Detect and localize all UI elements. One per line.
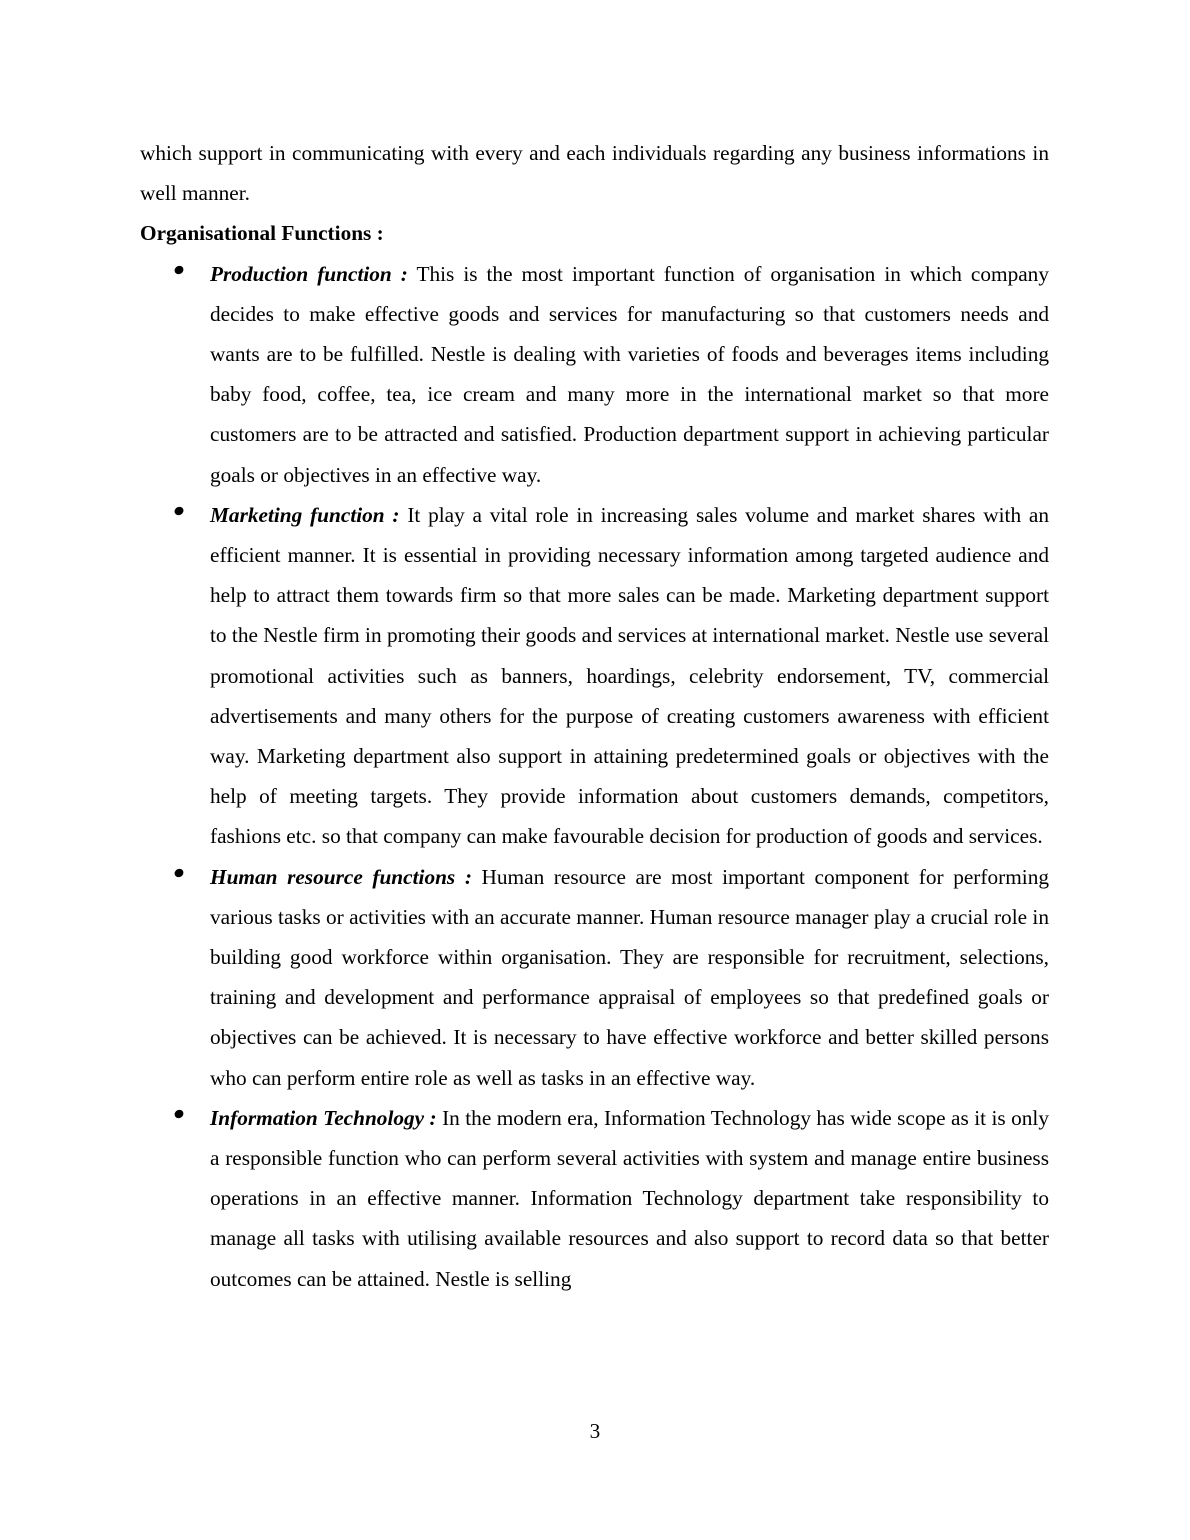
section-heading: Organisational Functions : bbox=[140, 221, 384, 246]
term-marketing: Marketing function : bbox=[210, 502, 400, 527]
text-human-resource: Human resource are most important component for performing various tasks or activities with an accurate manner. Human resource manager play a crucial role in building good workforce within organisation. They are responsible for recruitment, selections, training and development and performance appraisal of employees so that predefined goals or objectives can be achieved. It is necessary to have effective workforce and better skilled persons who can perform entire role as well as tasks in an effective way. bbox=[210, 864, 1049, 1090]
text-information-technology: In the modern era, Information Technology has wide scope as it is only a responsible function who can perform several activities with system and manage entire business operations in an effective manner. Information Technology department take responsibility to manage all tasks with utilising available resources and also support to record data so that better outcomes can be attained. Nestle is selling bbox=[210, 1105, 1049, 1291]
term-production: Production function : bbox=[210, 261, 408, 286]
bullet-icon bbox=[173, 505, 185, 517]
list-item-human-resource bbox=[140, 857, 1049, 1098]
bullet-icon bbox=[173, 264, 185, 276]
text-production: This is the most important function of organisation in which company decides to make effective goods and services for manufacturing so that customers needs and wants are to be fulfilled. Nestle is dealing with varieties of foods and beverages items including baby food, coffee, tea, ice cream and many more in the international market so that more customers are to be attracted and satisfied. Production department support in achieving particular goals or objectives in an effective way. bbox=[210, 261, 1049, 487]
bullet-icon bbox=[173, 1108, 185, 1120]
page-number: 3 bbox=[589, 1419, 601, 1443]
bullet-icon bbox=[173, 867, 185, 879]
list-item-marketing bbox=[140, 495, 1049, 857]
term-human-resource: Human resource functions : bbox=[210, 864, 472, 889]
list-item-production bbox=[140, 254, 1049, 495]
term-information-technology: Information Technology : bbox=[210, 1105, 437, 1130]
page-body bbox=[140, 133, 1049, 1299]
functions-list bbox=[140, 254, 1049, 1299]
text-marketing: It play a vital role in increasing sales volume and market shares with an efficient manner. It is essential in providing necessary information among targeted audience and help to attract them towards firm so that more sales can be made. Marketing department support to the Nestle firm in promoting their goods and services at international market. Nestle use several promotional activities such as banners, hoardings, celebrity endorsement, TV, commercial advertisements and many others for the purpose of creating customers awareness with efficient way. Marketing department also support in attaining predetermined goals or objectives with the help of meeting targets. They provide information about customers demands, competitors, fashions etc. so that company can make favourable decision for production of goods and services. bbox=[210, 502, 1049, 849]
list-item-information-technology bbox=[140, 1098, 1049, 1299]
intro-paragraph: which support in communicating with every and each individuals regarding any business informations in well manner. bbox=[140, 141, 1049, 206]
